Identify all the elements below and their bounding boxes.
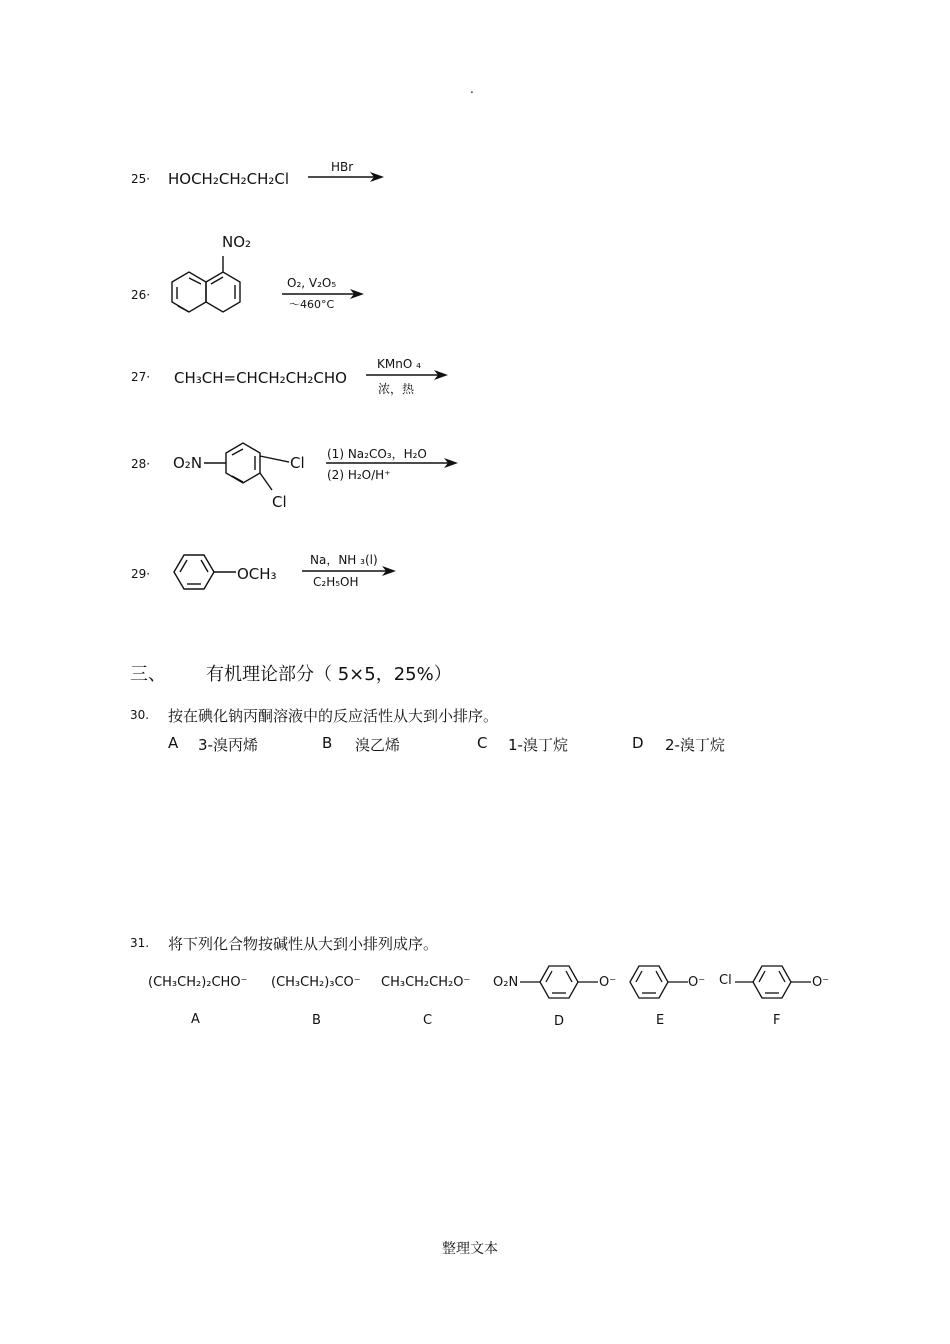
compound-letter-a: A (191, 1012, 200, 1027)
header-dot: . (470, 82, 474, 96)
question-number-29: 29· (131, 567, 151, 581)
compound-letter-f: F (773, 1013, 781, 1028)
section-number: 三、 (130, 664, 166, 685)
compound-letter-b: B (312, 1013, 321, 1028)
option-letter-c: C (477, 734, 488, 752)
reaction-condition-above-25: HBr (331, 160, 354, 174)
reaction-condition-below-27: 浓，热 (378, 382, 415, 396)
option-text-c: 1-溴丁烷 (508, 736, 568, 754)
reaction-condition-above-26: O₂, V₂O₅ (287, 276, 337, 290)
reaction-arrow-28 (326, 456, 466, 470)
option-letter-d: D (632, 734, 644, 752)
reaction-condition-above-28: (1) Na₂CO₃，H₂O (327, 447, 427, 461)
naphthalene-structure (168, 250, 258, 320)
compound-d-oxide: O⁻ (599, 975, 617, 990)
reaction-arrow-27 (366, 368, 456, 382)
chloro-group-bottom-28: Cl (272, 493, 287, 511)
option-text-d: 2-溴丁烷 (665, 736, 725, 754)
compound-formula-c: CH₃CH₂CH₂O⁻ (381, 975, 471, 990)
compound-letter-d: D (554, 1014, 565, 1029)
option-text-a: 3-溴丙烯 (198, 736, 258, 754)
compound-e-oxide: O⁻ (688, 975, 706, 990)
reaction-arrow-25 (308, 170, 388, 184)
methoxy-group-29: OCH₃ (237, 565, 277, 583)
nitro-group-26: NO₂ (222, 233, 252, 251)
question-number-27: 27· (131, 370, 151, 384)
reaction-condition-below-29: C₂H₅OH (313, 575, 359, 589)
option-letter-b: B (322, 734, 333, 752)
reaction-arrow-29 (302, 564, 402, 578)
question-number-25: 25· (131, 172, 151, 186)
reaction-condition-below-26: ～460°C (289, 298, 335, 311)
question-text-30: 按在碘化钠丙酮溶液中的反应活性从大到小排序。 (168, 707, 499, 725)
compound-formula-a: (CH₃CH₂)₂CHO⁻ (148, 975, 248, 990)
question-number-30: 30. (130, 708, 150, 722)
compound-letter-c: C (423, 1013, 433, 1028)
compound-formula-b: (CH₃CH₂)₃CO⁻ (271, 975, 361, 990)
section-title: 有机理论部分（ 5×5，25%） (206, 664, 452, 685)
compound-f-oxide: O⁻ (812, 975, 830, 990)
chloro-group-right-28: Cl (290, 454, 305, 472)
question-number-31: 31. (130, 936, 150, 950)
reaction-condition-below-28: (2) H₂O/H⁺ (327, 468, 391, 482)
compound-d-nitro: O₂N (493, 975, 519, 990)
compound-d-benzene-ring (520, 962, 610, 1002)
compound-letter-e: E (656, 1013, 665, 1028)
page-footer: 整理文本 (442, 1241, 498, 1257)
question-number-26: 26· (131, 288, 151, 302)
anisole-structure (170, 550, 240, 595)
reagent-27: CH₃CH=CHCH₂CH₂CHO (174, 369, 347, 387)
nitro-group-28: O₂N (173, 454, 203, 472)
dichloronitrobenzene-structure (204, 438, 294, 498)
reaction-condition-above-29: Na，NH ₃(l) (310, 553, 378, 567)
reaction-condition-above-27: KMnO ₄ (377, 357, 421, 371)
reaction-arrow-26 (282, 287, 372, 301)
compound-f-chloro: Cl (719, 973, 732, 988)
reagent-25: HOCH₂CH₂CH₂Cl (168, 170, 290, 188)
option-letter-a: A (168, 734, 179, 752)
option-text-b: 溴乙烯 (355, 736, 401, 754)
question-number-28: 28· (131, 457, 151, 471)
question-text-31: 将下列化合物按碱性从大到小排列成序。 (168, 935, 439, 953)
